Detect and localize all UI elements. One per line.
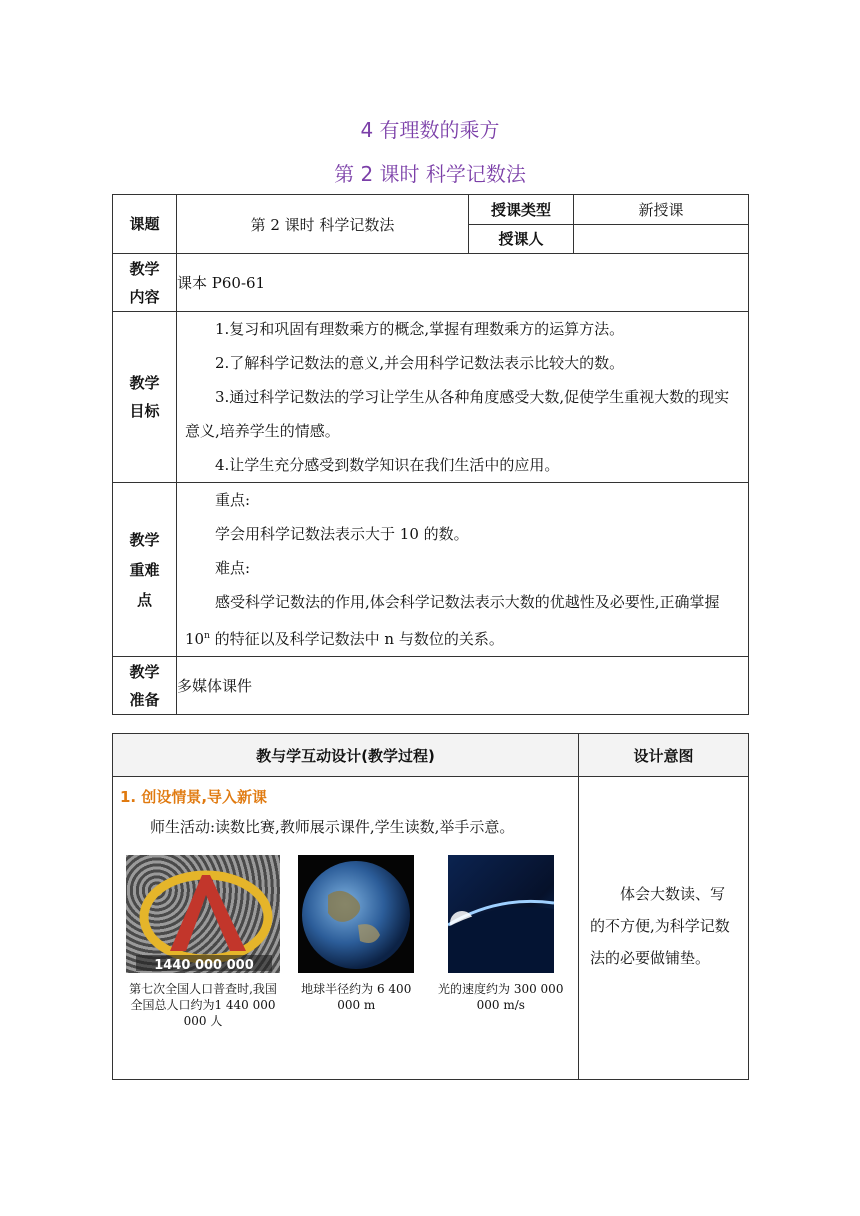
population-image [126, 855, 280, 973]
lesson-type-value: 新授课 [574, 195, 749, 225]
intent-cell [579, 777, 749, 1080]
process-cell [113, 777, 579, 1080]
teacher-value [574, 225, 749, 254]
activity-text: 师生活动:读数比赛,教师展示课件,学生读数,举手示意。 [150, 818, 515, 836]
teaching-process-table [112, 733, 749, 1080]
chapter-title: 4 有理数的乘方 [360, 118, 500, 142]
lesson-info-table [112, 194, 749, 715]
goal-item: 2.了解科学记数法的意义,并会用科学记数法表示比较大的数。 [215, 354, 625, 372]
goal-item: 1.复习和巩固有理数乘方的概念,掌握有理数乘方的运算方法。 [215, 320, 625, 338]
light-caption: 光的速度约为 300 000 000 m/s [438, 982, 564, 1012]
earth-caption: 地球半径约为 6 400 000 m [301, 982, 412, 1012]
lesson-type-label: 授课类型 [469, 195, 574, 225]
light-image [448, 855, 554, 973]
population-overlay-label: 1440 000 000 [154, 958, 254, 973]
population-figure [126, 855, 280, 1035]
light-figure [433, 855, 570, 1035]
key-point-heading: 重点: [215, 491, 251, 509]
prep-value: 多媒体课件 [177, 657, 749, 715]
prep-label: 教学 准备 [113, 657, 177, 715]
goal-item: 4.让学生充分感受到数学知识在我们生活中的应用。 [215, 456, 560, 474]
content-value: 课本 P60-61 [177, 254, 749, 312]
goals-list [177, 312, 749, 483]
intent-header: 设计意图 [579, 734, 749, 777]
goals-label: 教学 目标 [113, 312, 177, 483]
topic-label: 课题 [113, 195, 177, 254]
process-header: 教与学互动设计(教学过程) [113, 734, 579, 777]
key-point-text: 学会用科学记数法表示大于 10 的数。 [215, 525, 469, 543]
topic-value: 第 2 课时 科学记数法 [177, 195, 469, 254]
teacher-label: 授课人 [469, 225, 574, 254]
earth-image [298, 855, 414, 973]
content-label: 教学 内容 [113, 254, 177, 312]
step-title: 1. 创设情景,导入新课 [120, 788, 268, 806]
key-points [177, 483, 749, 657]
population-caption: 第七次全国人口普查时,我国全国总人口约为1 440 000 000 人 [129, 982, 277, 1028]
earth-figure [288, 855, 425, 1035]
difficult-point-heading: 难点: [215, 559, 251, 577]
image-row [126, 855, 577, 1035]
difficult-point-text: 感受科学记数法的作用,体会科学记数法表示大数的优越性及必要性,正确掌握 10$^n$ 的特征以及科学记数法中 n 与数位的关系。 [185, 593, 720, 648]
intent-text: 体会大数读、写的不方便,为科学记数法的必要做铺垫。 [590, 885, 730, 967]
lesson-title: 第 2 课时 科学记数法 [334, 162, 526, 186]
key-points-label: 教学 重难 点 [113, 483, 177, 657]
goal-item: 3.通过科学记数法的学习让学生从各种角度感受大数,促使学生重视大数的现实意义,培养学生的情感。 [185, 388, 730, 440]
